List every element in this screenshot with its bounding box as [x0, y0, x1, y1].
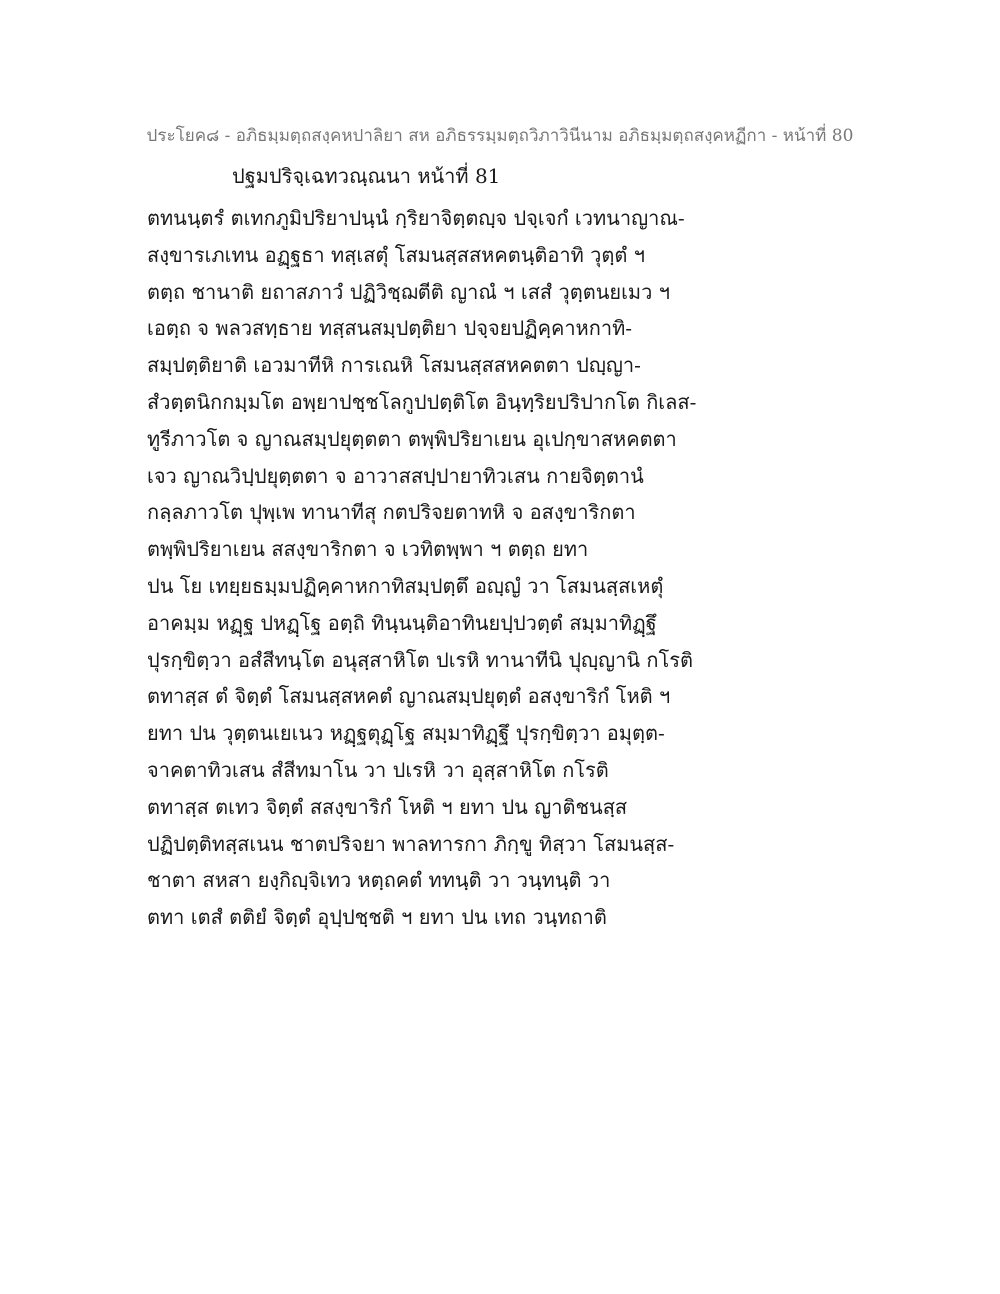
text-line: ชาตา สหสา ยงฺกิญฺจิเทว หตฺถคตํ ททนฺติ วา วนฺทนฺติ วา	[147, 868, 611, 893]
text-line: สมฺปตฺติยาติ เอวมาทีหิ การเณหิ โสมนสฺสสหคตตา ปญฺญา-	[147, 353, 641, 378]
text-line: กลฺลภาวโต ปุพฺเพ ทานาทีสุ กตปริจยตาทหิ จ อสงฺขาริกตา	[147, 500, 636, 525]
text-line: ตตฺถ ชานาติ ยถาสภาวํ ปฏิวิชฺฌตีติ ญาณํ ฯ เสสํ วุตฺตนยเมว ฯ	[147, 279, 670, 304]
text-line: ตทาสฺส ตํ จิตฺตํ โสมนสฺสหคตํ ญาณสมฺปยุตฺตํ อสงฺขาริกํ โหติ ฯ	[147, 684, 671, 709]
text-line: ทูรีภาวโต จ ญาณสมฺปยุตฺตตา ตพฺพิปริยาเยน อุเปกฺขาสหคตตา	[147, 426, 677, 451]
text-line: สงฺขารเภเทน อฏฺฐธา ทสฺเสตุํ โสมนสฺสสหคตนฺติอาทิ วุตฺตํ ฯ	[147, 242, 645, 267]
text-line: ตทนนฺตรํ ตเทกภูมิปริยาปนฺนํ กฺริยาจิตฺตญฺจ ปจฺเจกํ เวทนาญาณ-	[147, 206, 685, 230]
text-line: ยทา ปน วุตฺตนเยเนว หฏฺฐตุฏฺโฐ สมฺมาทิฏฺฐึ ปุรกฺขิตฺวา อมุตฺต-	[147, 721, 665, 746]
text-line: สํวตฺตนิกกมฺมโต อพฺยาปชฺชโลกูปปตฺติโต อินฺทฺริยปริปากโต กิเลส-	[147, 389, 697, 414]
text-line: เอตฺถ จ พลวสทฺธาย ทสฺสนสมฺปตฺติยา ปจฺจยปฏิคฺคาหกาทิ-	[147, 316, 633, 341]
text-line: เจว ญาณวิปฺปยุตฺตตา จ อาวาสสปฺปายาทิวเสน กายจิตฺตานํ	[147, 463, 644, 488]
section-heading: ปฐมปริจฺเฉทวณฺณนา หน้าที่ 81	[232, 164, 501, 188]
running-header: ประโยค๘ - อภิธมฺมตฺถสงฺคหปาลิยา สห อภิธรรมฺมตฺถวิภาวินีนาม อภิธมฺมตฺถสงฺคหฏีกา - หน้าที่ 80	[146, 126, 854, 146]
text-line: ตทา เตสํ ตติยํ จิตฺตํ อุปฺปชฺชติ ฯ ยทา ปน เทถ วนฺทถาติ	[147, 905, 607, 930]
text-line: ตทาสฺส ตเทว จิตฺตํ สสงฺขาริกํ โหติ ฯ ยทา ปน ญาติชนสฺส	[147, 794, 628, 819]
body-text	[147, 200, 867, 936]
text-line: ปฏิปตฺติทสฺสเนน ชาตปริจยา พาลทารกา ภิกฺขู ทิสฺวา โสมนสฺส-	[147, 831, 675, 856]
text-line: อาคมฺม หฏฺฐ ปหฏฺโฐ อตฺถิ ทินฺนนฺติอาทินยปฺปวตฺตํ สมฺมาทิฏฺฐึ	[147, 610, 657, 635]
text-line: ปน โย เทยฺยธมฺมปฏิคฺคาหกาทิสมฺปตฺตึ อญฺญํ วา โสมนสฺสเหตุํ	[147, 573, 664, 598]
text-line: ปุรกฺขิตฺวา อสํสีทนฺโต อนุสฺสาหิโต ปเรหิ ทานาทีนิ ปุญฺญานิ กโรติ	[147, 647, 693, 672]
text-line: จาคตาทิวเสน สํสีทมาโน วา ปเรหิ วา อุสฺสาหิโต กโรติ	[147, 757, 609, 782]
text-line: ตพฺพิปริยาเยน สสงฺขาริกตา จ เวทิตพฺพา ฯ ตตฺถ ยทา	[147, 537, 589, 562]
